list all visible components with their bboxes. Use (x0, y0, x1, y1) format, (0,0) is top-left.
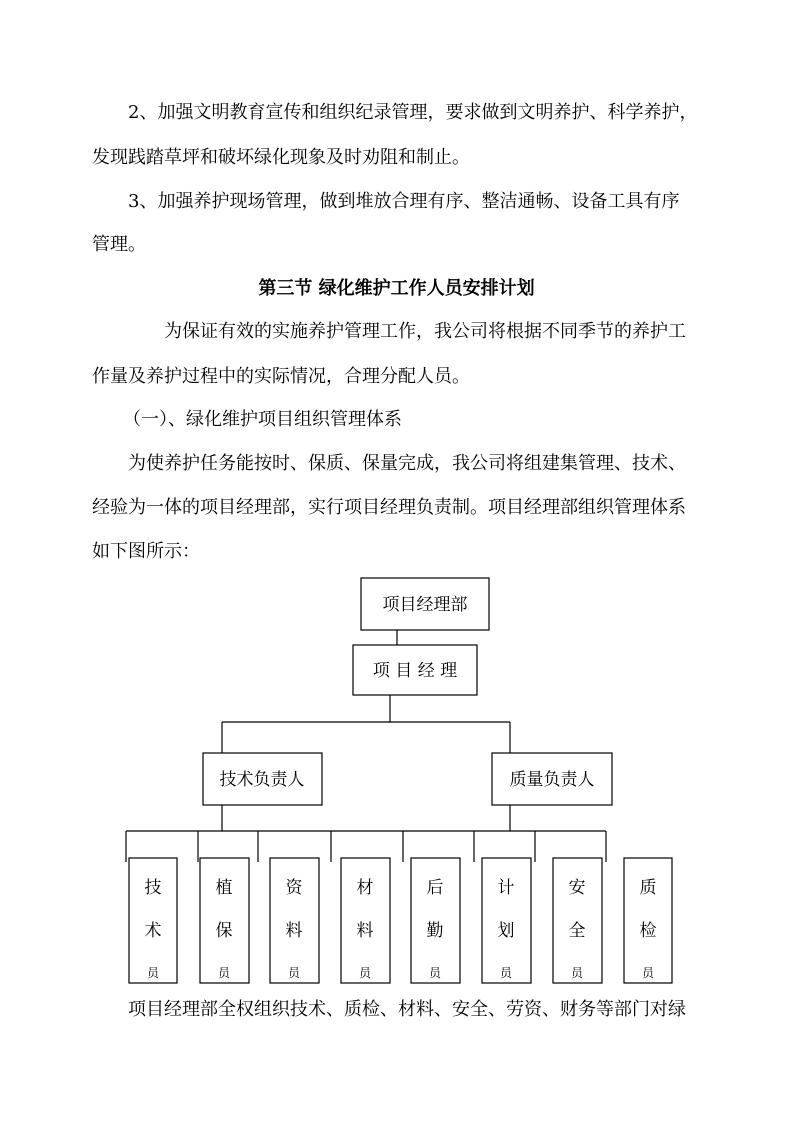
staff-char: 员 (358, 966, 372, 980)
staff-box-records (270, 858, 319, 983)
org-chart (0, 560, 793, 1000)
staff-char: 保 (215, 921, 233, 941)
staff-char: 后 (426, 878, 444, 898)
staff-char: 员 (499, 966, 513, 980)
staff-char: 检 (639, 921, 657, 941)
org-tech-lead-label: 技术负责人 (219, 770, 305, 790)
paragraph-line: 为保证有效的实施养护管理工作，我公司将根据不同季节的养护工 (164, 321, 686, 342)
paragraph-line: 管理。 (92, 234, 146, 255)
staff-char: 技 (144, 878, 162, 898)
paragraph-line: 项目经理部全权组织技术、质检、材料、安全、劳资、财务等部门对绿 (128, 999, 686, 1020)
paragraph-line: 3、加强养护现场管理，做到堆放合理有序、整洁通畅、设备工具有序 (128, 191, 680, 212)
paragraph-line: 发现践踏草坪和破坏绿化现象及时劝阻和制止。 (92, 147, 470, 168)
paragraph-line: 作量及养护过程中的实际情况，合理分配人员。 (92, 366, 470, 387)
staff-char: 划 (497, 921, 515, 941)
staff-char: 术 (144, 921, 162, 941)
org-root-label: 项目经理部 (382, 595, 468, 615)
staff-char: 员 (287, 966, 301, 980)
paragraph-line: 如下图所示： (92, 541, 200, 562)
staff-char: 料 (356, 921, 374, 941)
staff-char: 材 (356, 878, 374, 898)
subsection-title: （一）、绿化维护项目组织管理体系 (123, 409, 402, 430)
staff-char: 全 (568, 921, 586, 941)
staff-box-materials (341, 858, 390, 983)
staff-char: 安 (568, 878, 586, 898)
staff-box-tech (129, 858, 177, 983)
org-quality-lead-label: 质量负责人 (509, 770, 595, 790)
staff-char: 计 (497, 878, 515, 898)
paragraph-line: 经验为一体的项目经理部，实行项目经理负责制。项目经理部组织管理体系 (92, 497, 686, 518)
staff-box-quality-inspection (624, 858, 672, 983)
staff-char: 资 (285, 878, 303, 898)
staff-char: 员 (217, 966, 231, 980)
staff-box-logistics (411, 858, 460, 983)
staff-box-planning (482, 858, 531, 983)
section-title: 第三节 绿化维护工作人员安排计划 (258, 278, 535, 299)
staff-char: 植 (215, 878, 233, 898)
staff-char: 质 (639, 878, 657, 898)
staff-char: 料 (285, 921, 303, 941)
paragraph-line: 为使养护任务能按时、保质、保量完成，我公司将组建集管理、技术、 (128, 453, 686, 474)
staff-char: 员 (641, 966, 655, 980)
staff-char: 员 (570, 966, 584, 980)
org-manager-label: 项 目 经 理 (372, 661, 458, 681)
paragraph-line: 2、加强文明教育宣传和组织纪录管理，要求做到文明养护、科学养护， (128, 102, 698, 123)
staff-box-safety (553, 858, 602, 983)
staff-char: 员 (428, 966, 442, 980)
staff-char: 勤 (426, 921, 444, 941)
staff-box-plant-protection (200, 858, 249, 983)
staff-char: 员 (146, 966, 160, 980)
